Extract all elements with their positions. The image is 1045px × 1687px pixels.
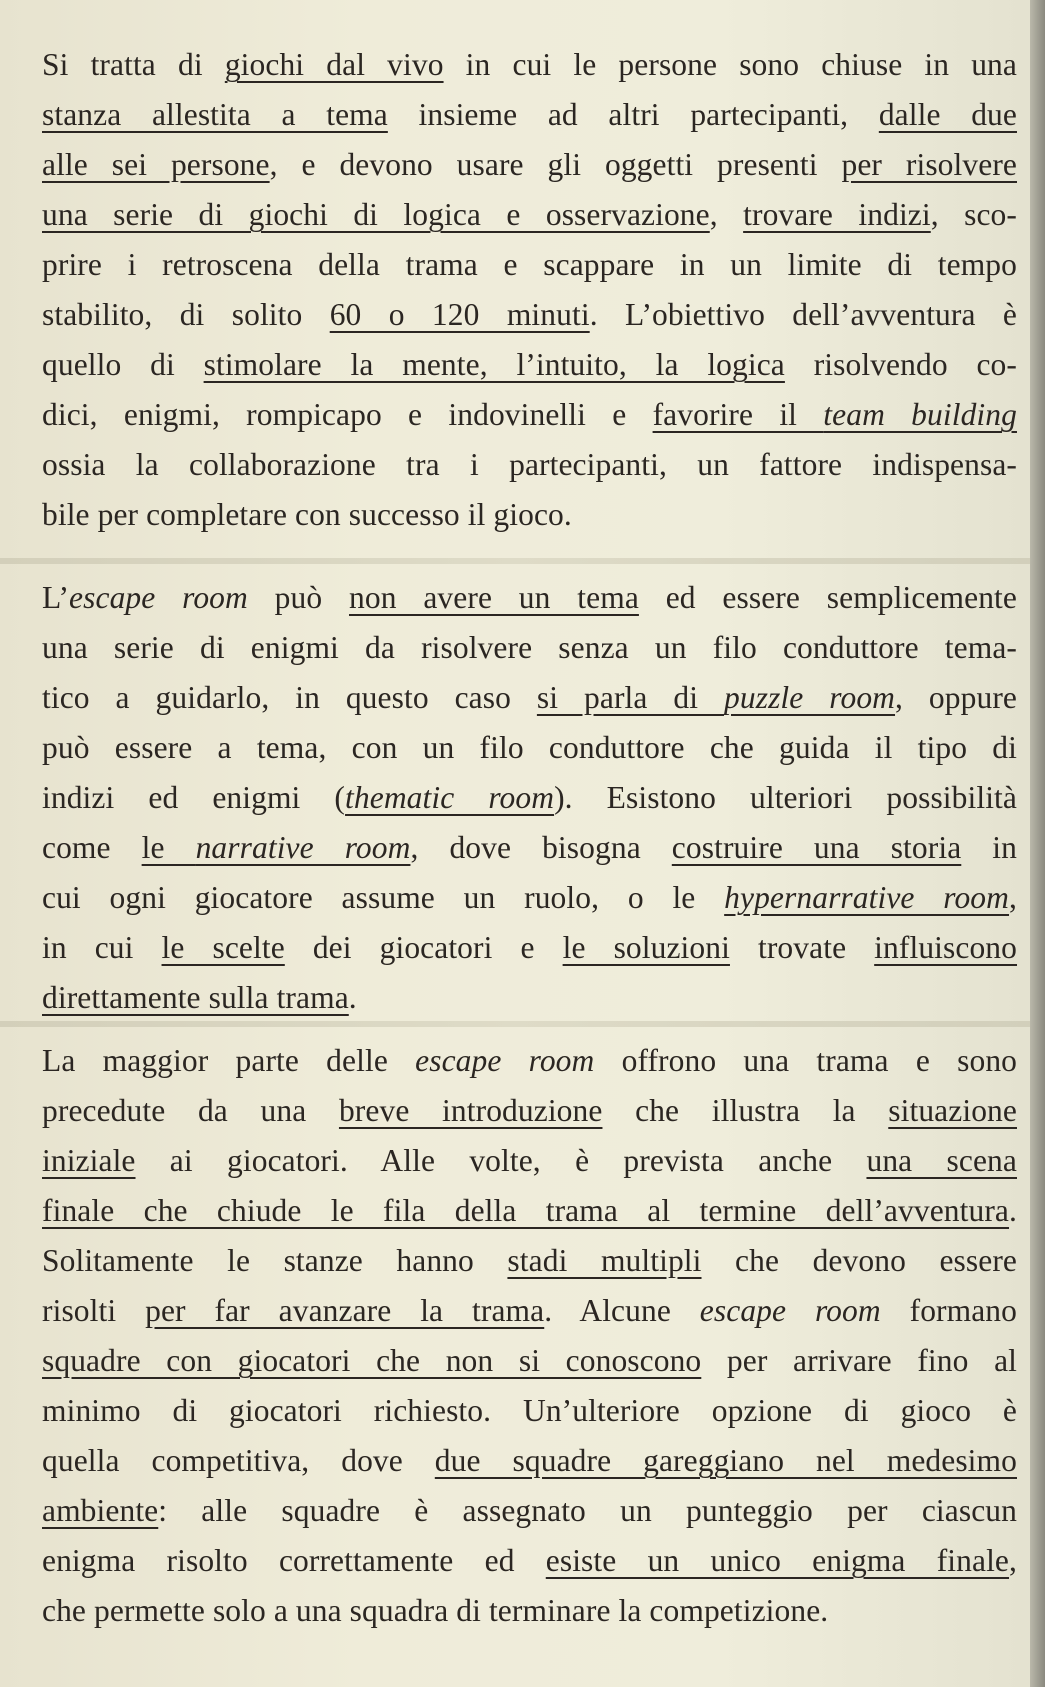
- text-line: [42, 1136, 1017, 1186]
- underlined-text: team building: [823, 397, 1017, 432]
- text-segment: , oppure: [895, 680, 1017, 715]
- underlined-text: una scena: [866, 1143, 1017, 1178]
- text-segment: . Alcune: [544, 1293, 700, 1328]
- text-segment: Si tratta di: [42, 47, 225, 82]
- underlined-text: due squadre gareggiano nel medesimo: [434, 1443, 1017, 1478]
- text-line: [42, 623, 1017, 673]
- underlined-text: thematic room: [345, 780, 555, 815]
- paragraph-divider: [0, 558, 1030, 564]
- underlined-text: stimolare la mente, l’intuito, la logica: [203, 347, 785, 382]
- text-line: [42, 1386, 1017, 1436]
- text-segment: in: [961, 830, 1017, 865]
- underlined-text: giochi dal vivo: [224, 47, 444, 82]
- text-segment: in cui: [42, 930, 162, 965]
- text-segment: La maggior parte delle: [42, 1043, 416, 1078]
- text-line: [42, 1436, 1017, 1486]
- text-line: [42, 873, 1017, 923]
- underlined-text: breve introduzione: [338, 1093, 603, 1128]
- text-segment: .: [348, 980, 357, 1015]
- text-segment: minimo di giocatori richiesto. Un’ulteriore opzione di gioco è: [42, 1393, 1017, 1428]
- text-segment: L’: [42, 580, 70, 615]
- underlined-text: stanza allestita a tema: [42, 97, 388, 132]
- underlined-text: ambiente: [42, 1493, 159, 1528]
- text-line: [42, 390, 1017, 440]
- underlined-text: direttamente sulla trama: [42, 980, 349, 1015]
- text-segment: ed essere semplicemente: [638, 580, 1017, 615]
- text-segment: una serie di enigmi da risolvere senza un filo conduttore tema-: [42, 630, 1017, 665]
- text-line: [42, 673, 1017, 723]
- text-segment: .: [1009, 1193, 1017, 1228]
- underlined-text: le: [141, 830, 196, 865]
- text-segment: prire i retroscena della trama e scappare in un limite di tempo: [42, 247, 1017, 282]
- text-line: [42, 973, 1017, 1023]
- text-segment: può: [247, 580, 349, 615]
- text-segment: ). Esistono ulteriori possibilità: [554, 780, 1017, 815]
- text-segment: che permette solo a una squadra di terminare la competizione.: [42, 1593, 829, 1628]
- text-segment: ,: [709, 197, 744, 232]
- text-segment: che illustra la: [602, 1093, 889, 1128]
- text-segment: formano: [880, 1293, 1018, 1328]
- text-line: [42, 290, 1017, 340]
- underlined-text: stadi multipli: [507, 1243, 702, 1278]
- underlined-text: 60 o 120 minuti: [329, 297, 590, 332]
- text-segment: . L’obiettivo dell’avventura è: [589, 297, 1017, 332]
- underlined-text: le scelte: [161, 930, 285, 965]
- text-line: [42, 440, 1017, 490]
- underlined-text: situazione: [888, 1093, 1017, 1128]
- italic-text: escape room: [69, 580, 248, 615]
- underlined-text: narrative room: [195, 830, 411, 865]
- text-line: [42, 240, 1017, 290]
- underlined-text: per far avanzare la trama: [145, 1293, 545, 1328]
- text-line: [42, 1086, 1017, 1136]
- text-segment: offrono una trama e sono: [594, 1043, 1018, 1078]
- text-segment: enigma risolto correttamente ed: [42, 1543, 546, 1578]
- text-segment: indizi ed enigmi (: [42, 780, 346, 815]
- text-line: [42, 90, 1017, 140]
- underlined-text: influiscono: [874, 930, 1018, 965]
- underlined-text: si parla di: [536, 680, 725, 715]
- text-segment: come: [42, 830, 142, 865]
- text-segment: trovate: [729, 930, 875, 965]
- text-segment: quello di: [42, 347, 204, 382]
- page-edge: [1030, 0, 1045, 1687]
- text-line: [42, 773, 1017, 823]
- text-segment: , dove bisogna: [410, 830, 672, 865]
- text-segment: quella competitiva, dove: [42, 1443, 435, 1478]
- text-line: [42, 1186, 1017, 1236]
- text-segment: dei giocatori e: [284, 930, 563, 965]
- underlined-text: alle sei persone: [42, 147, 270, 182]
- italic-text: escape room: [699, 1293, 881, 1328]
- text-segment: risolti: [42, 1293, 146, 1328]
- text-segment: insieme ad altri partecipanti,: [387, 97, 879, 132]
- text-line: [42, 1336, 1017, 1386]
- text-line: [42, 1236, 1017, 1286]
- text-segment: tico a guidarlo, in questo caso: [42, 680, 537, 715]
- paragraph-3: [42, 1036, 1017, 1636]
- text-line: [42, 1536, 1017, 1586]
- paragraph-1: [42, 40, 1017, 540]
- text-line: [42, 1036, 1017, 1086]
- text-line: [42, 1586, 1017, 1636]
- text-segment: può essere a tema, con un filo conduttore che guida il tipo di: [42, 730, 1017, 765]
- paragraph-2: [42, 573, 1017, 1023]
- text-segment: stabilito, di solito: [42, 297, 330, 332]
- text-segment: risolvendo co-: [784, 347, 1017, 382]
- text-line: [42, 573, 1017, 623]
- text-line: [42, 1286, 1017, 1336]
- text-segment: ,: [1009, 880, 1017, 915]
- text-segment: in cui le persone sono chiuse in una: [443, 47, 1017, 82]
- text-segment: dici, enigmi, rompicapo e indovinelli e: [42, 397, 653, 432]
- underlined-text: squadre con giocatori che non si conoscono: [42, 1343, 702, 1378]
- text-segment: , e devono usare gli oggetti presenti: [269, 147, 842, 182]
- underlined-text: le soluzioni: [562, 930, 730, 965]
- text-segment: cui ogni giocatore assume un ruolo, o le: [42, 880, 725, 915]
- text-segment: che devono essere: [701, 1243, 1017, 1278]
- text-segment: bile per completare con successo il gioco.: [42, 497, 572, 532]
- underlined-text: trovare indizi: [743, 197, 931, 232]
- text-segment: ,: [1009, 1543, 1017, 1578]
- text-line: [42, 190, 1017, 240]
- underlined-text: dalle due: [878, 97, 1017, 132]
- text-segment: ossia la collaborazione tra i partecipanti, un fattore indispensa-: [42, 447, 1017, 482]
- text-line: [42, 40, 1017, 90]
- underlined-text: una serie di giochi di logica e osservazione: [42, 197, 710, 232]
- text-line: [42, 823, 1017, 873]
- text-segment: Solitamente le stanze hanno: [42, 1243, 508, 1278]
- text-line: [42, 923, 1017, 973]
- text-line: [42, 723, 1017, 773]
- text-line: [42, 140, 1017, 190]
- text-line: [42, 340, 1017, 390]
- underlined-text: finale che chiude le fila della trama al termine dell’avventura: [42, 1193, 1010, 1228]
- underlined-text: iniziale: [42, 1143, 136, 1178]
- underlined-text: hypernarrative room: [724, 880, 1010, 915]
- underlined-text: costruire una storia: [671, 830, 962, 865]
- text-segment: , sco-: [930, 197, 1017, 232]
- text-segment: per arrivare fino al: [701, 1343, 1018, 1378]
- underlined-text: puzzle room: [724, 680, 896, 715]
- italic-text: escape room: [415, 1043, 595, 1078]
- underlined-text: per risolvere: [841, 147, 1017, 182]
- text-segment: ai giocatori. Alle volte, è prevista anche: [135, 1143, 867, 1178]
- text-line: [42, 1486, 1017, 1536]
- text-line: [42, 490, 1017, 540]
- text-segment: precedute da una: [42, 1093, 339, 1128]
- underlined-text: esiste un unico enigma finale: [545, 1543, 1010, 1578]
- text-segment: : alle squadre è assegnato un punteggio per ciascun: [158, 1493, 1017, 1528]
- underlined-text: non avere un tema: [349, 580, 639, 615]
- underlined-text: favorire il: [652, 397, 824, 432]
